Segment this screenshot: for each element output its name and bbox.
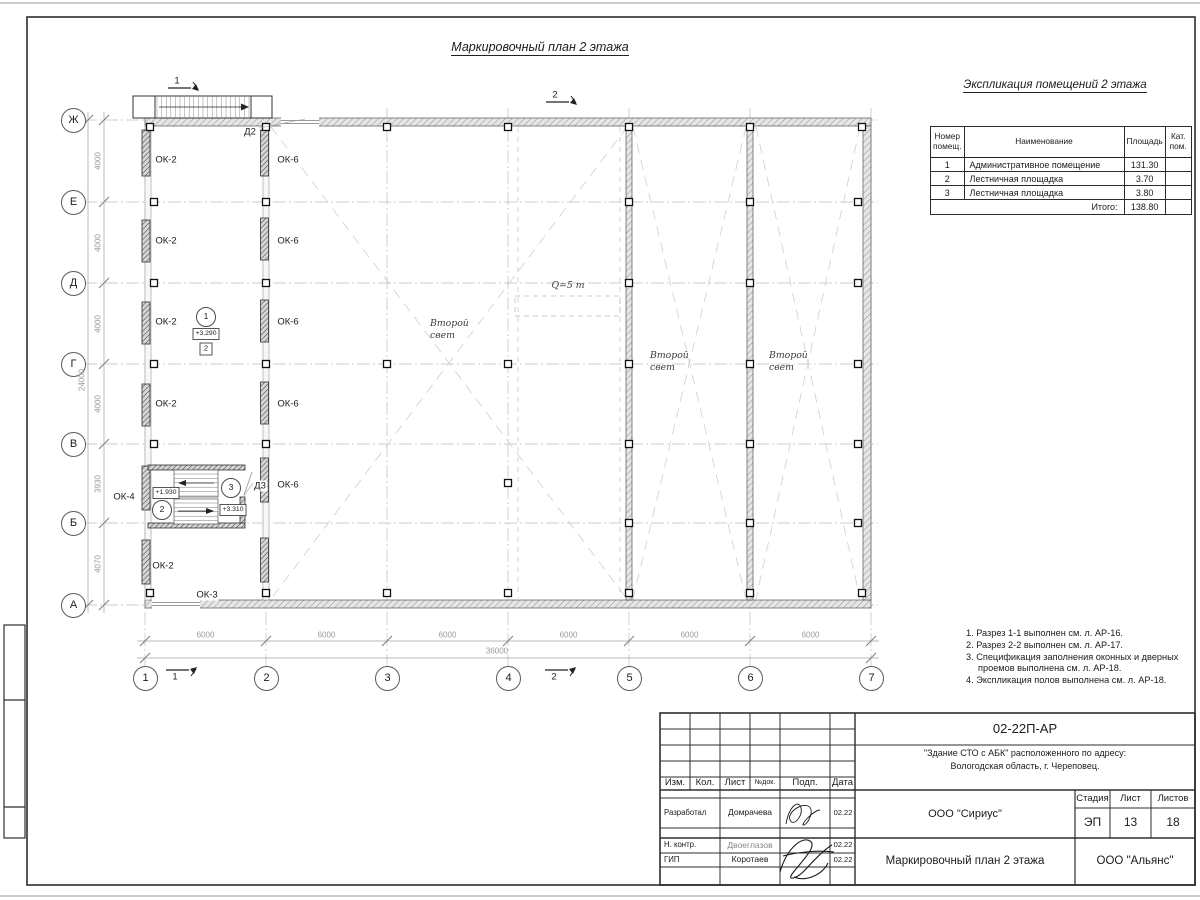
- dim-label-bottom-total: 36000: [485, 646, 509, 656]
- stamp-role: Разработал: [664, 807, 707, 817]
- stamp-stage-value: ЭП: [1083, 815, 1102, 830]
- crane-marks: [515, 127, 620, 598]
- stamp-name: Коротаев: [731, 854, 769, 865]
- axis-bubble-row: Д: [61, 271, 86, 296]
- table-cell: 2: [931, 172, 965, 186]
- note-item: 2. Разрез 2-2 выполнен см. л. АР-17.: [966, 639, 1123, 650]
- section-marks: [166, 82, 577, 676]
- stamp-sheets-label: Листов: [1157, 792, 1189, 804]
- stamp-role: ГИП: [664, 854, 680, 864]
- stamp-sheets-value: 18: [1166, 815, 1180, 830]
- window-door-label: ОК-3: [196, 589, 218, 601]
- axis-bubble-row: Ж: [61, 108, 86, 133]
- stamp-col-data: Дата: [831, 777, 854, 789]
- second-light-label: Второй свет: [650, 350, 689, 373]
- crane-load-label: Q=5 т: [551, 280, 585, 292]
- window-door-label: ОК-6: [277, 316, 299, 328]
- section-mark-label: 1: [174, 75, 180, 87]
- stamp-name: Двоеглазов: [727, 839, 773, 850]
- table-row: [931, 172, 1192, 186]
- window-door-label: ОК-2: [152, 560, 174, 572]
- room-tag: 2: [152, 500, 172, 520]
- dim-label-bottom: 6000: [559, 630, 578, 640]
- table-cell: [1165, 186, 1191, 200]
- axis-bubble-col: 7: [859, 666, 884, 691]
- table-header-cell: Номер помещ.: [931, 127, 965, 158]
- window-door-label: ОК-6: [277, 398, 299, 410]
- dim-label-bottom: 6000: [196, 630, 215, 640]
- dim-label-bottom: 6000: [438, 630, 457, 640]
- dim-label-left: 4000: [93, 395, 103, 413]
- total-label: Итого:: [931, 200, 1125, 215]
- axis-bubble-col: 6: [738, 666, 763, 691]
- dim-label-bottom: 6000: [801, 630, 820, 640]
- axis-bubble-row: Б: [61, 511, 86, 536]
- stamp-date: 02.22: [833, 840, 853, 850]
- stamp-col-doc: №док.: [754, 779, 776, 787]
- stamp-name: Домрачева: [728, 807, 772, 818]
- stamp-sheet-value: 13: [1123, 815, 1138, 830]
- table-total-row: [931, 200, 1192, 215]
- table-header-cell: Кат. пом.: [1165, 127, 1191, 158]
- table-header-cell: Площадь: [1124, 127, 1165, 158]
- dim-label-bottom: 6000: [317, 630, 336, 640]
- table-cell: Административное помещение: [964, 158, 1124, 172]
- stamp-col-podp: Подп.: [792, 777, 818, 789]
- second-light-label: Второй свет: [769, 350, 808, 373]
- window-door-label: ОК-6: [277, 154, 299, 166]
- dimension-lines: [83, 112, 879, 663]
- room-explication-table: [930, 126, 1192, 215]
- window-door-label: ОК-4: [113, 491, 135, 503]
- axis-bubble-col: 2: [254, 666, 279, 691]
- window-door-label: ОК-6: [277, 235, 299, 247]
- dim-label-left: 4000: [93, 152, 103, 170]
- window-door-label: ОК-6: [277, 479, 299, 491]
- stamp-object-line2: Вологодская область, г. Череповец.: [950, 761, 1100, 772]
- signature-developer: [786, 804, 820, 825]
- axis-bubble-row: Г: [61, 352, 86, 377]
- dim-label-left-total: 24000: [77, 368, 87, 392]
- room-tag: 3: [221, 478, 241, 498]
- page-title: Маркировочный план 2 этажа: [451, 40, 629, 54]
- dim-label-bottom: 6000: [680, 630, 699, 640]
- window-door-label: ОК-2: [155, 316, 177, 328]
- table-cell: 3: [931, 186, 965, 200]
- axis-bubble-col: 3: [375, 666, 400, 691]
- stamp-stage-label: Стадия: [1076, 792, 1109, 804]
- section-mark-label: 2: [552, 89, 558, 101]
- table-cell: 3.70: [1124, 172, 1165, 186]
- axis-bubble-col: 1: [133, 666, 158, 691]
- notes-block: [966, 628, 1200, 687]
- stamp-date: 02.22: [833, 807, 853, 817]
- table-cell: [1165, 158, 1191, 172]
- note-item: 1. Разрез 1-1 выполнен см. л. АР-16.: [966, 628, 1123, 638]
- axis-bubble-row: Е: [61, 190, 86, 215]
- stamp-drawing-name: Маркировочный план 2 этажа: [885, 854, 1045, 867]
- stamp-col-list: Лист: [724, 777, 746, 789]
- room-table-title: Экспликация помещений 2 этажа: [963, 79, 1147, 91]
- table-row: [931, 186, 1192, 200]
- dim-label-left: 3930: [93, 474, 103, 493]
- table-header-cell: Наименование: [964, 127, 1124, 158]
- table-cell: Лестничная площадка: [964, 186, 1124, 200]
- room-tag: 1: [196, 307, 216, 327]
- stamp-col-kol: Кол.: [695, 777, 715, 789]
- stamp-code: 02-22П-АР: [992, 720, 1058, 736]
- axis-grid: [84, 108, 878, 666]
- table-header-row: [931, 127, 1192, 158]
- columns: [147, 124, 866, 597]
- note-item: 4. Экспликация полов выполнена см. л. АР-18.: [966, 675, 1167, 686]
- table-row: [931, 158, 1192, 172]
- window-door-label: Д2: [244, 126, 256, 138]
- total-cat: [1165, 200, 1191, 215]
- section-mark-label: 1: [172, 671, 178, 683]
- dim-label-left: 4000: [93, 314, 103, 333]
- window-door-label: ОК-2: [155, 235, 177, 247]
- stamp-date: 02.22: [833, 854, 853, 864]
- axis-bubble-row: В: [61, 432, 86, 457]
- table-cell: 3.80: [1124, 186, 1165, 200]
- window-door-label: ОК-2: [155, 398, 177, 410]
- stamp-sheet-label: Лист: [1120, 792, 1141, 804]
- elevation-label: +3.290: [193, 328, 220, 340]
- stamp-col-izm: Изм.: [664, 777, 686, 789]
- second-light-label: Второй свет: [430, 318, 469, 341]
- section-mark-label: 2: [551, 671, 557, 683]
- axis-bubble-row: А: [61, 593, 86, 618]
- elevation-label: +3.310: [220, 504, 247, 516]
- elevation-label: +1.930: [153, 487, 180, 499]
- dim-label-left: 4000: [93, 233, 103, 252]
- stamp-object-line1: "Здание СТО с АБК" расположенного по адресу:: [923, 748, 1127, 759]
- signature-checker: [780, 840, 834, 879]
- leader-lines: [243, 119, 305, 497]
- window-door-label: Д3: [254, 480, 266, 492]
- table-cell: [1165, 172, 1191, 186]
- table-cell: 1: [931, 158, 965, 172]
- window-door-label: ОК-2: [155, 154, 177, 166]
- total-value: 138.80: [1124, 200, 1165, 215]
- axis-bubble-col: 5: [617, 666, 642, 691]
- table-cell: 131.30: [1124, 158, 1165, 172]
- stamp-role: Н. контр.: [664, 840, 697, 850]
- axis-bubble-col: 4: [496, 666, 521, 691]
- table-cell: Лестничная площадка: [964, 172, 1124, 186]
- stamp-customer-org: ООО "Альянс": [1096, 854, 1174, 867]
- stamp-designer-org: ООО "Сириус": [928, 807, 1002, 820]
- dim-label-left: 4070: [93, 555, 103, 573]
- floor-type-tag: 2: [200, 343, 213, 356]
- note-item: 3. Спецификация заполнения оконных и дверных проемов выполнена см. л. АР-18.: [966, 651, 1179, 674]
